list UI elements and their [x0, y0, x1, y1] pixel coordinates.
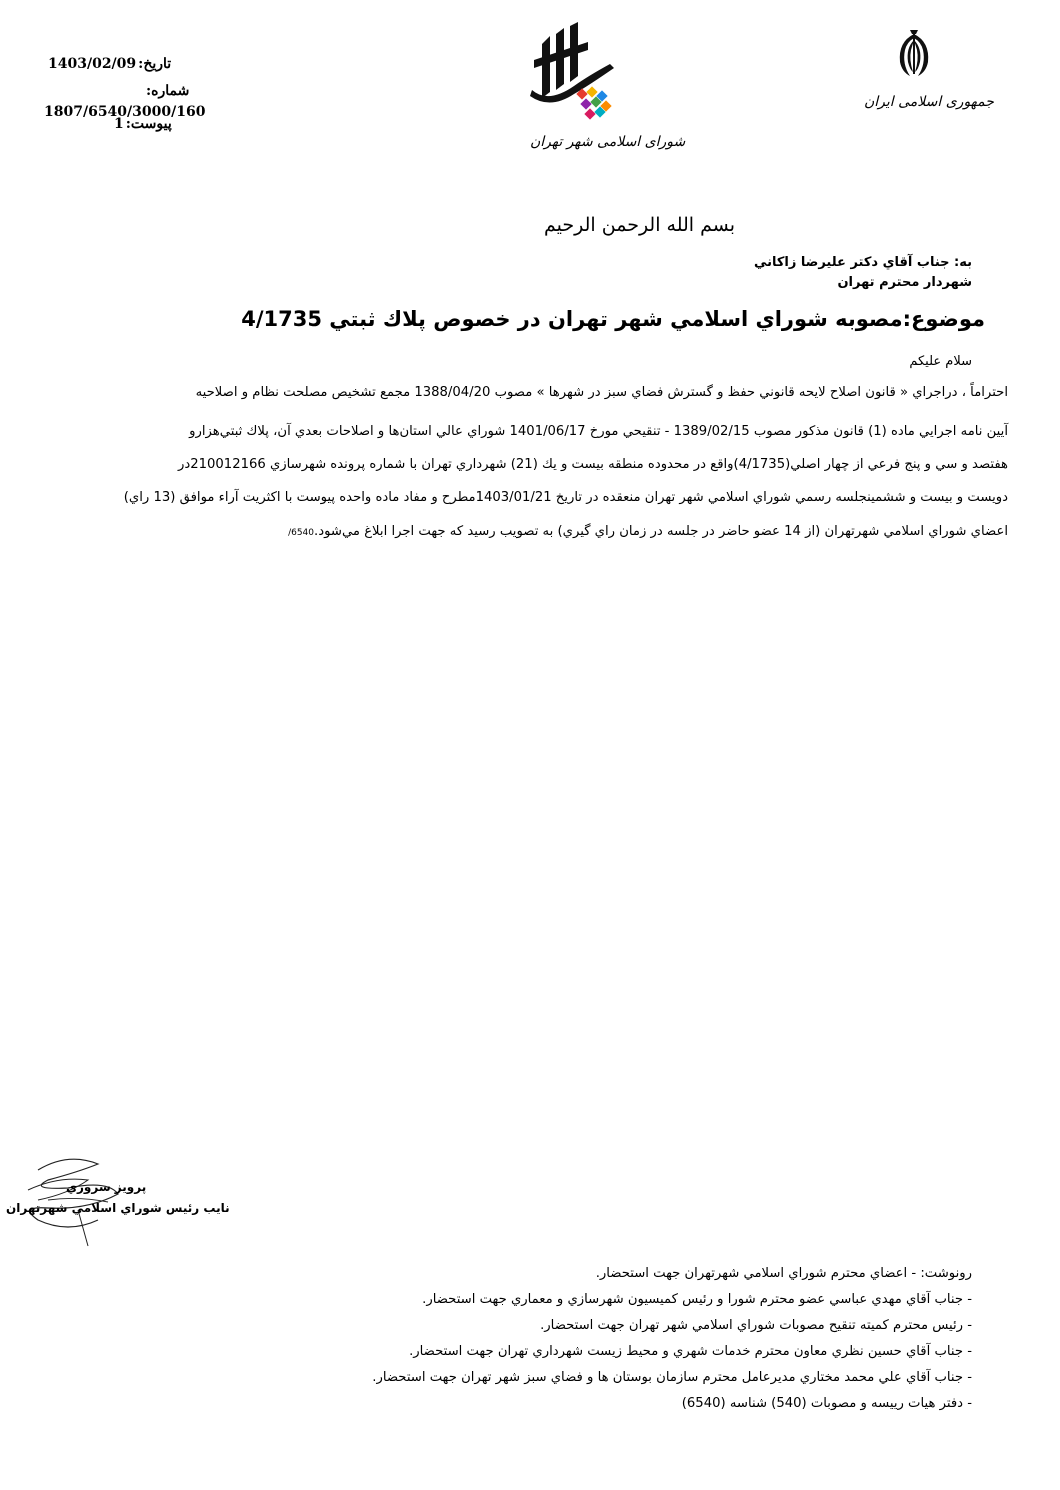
date-value: 1403/02/09 — [48, 56, 137, 72]
signature-scribble-icon — [8, 1150, 148, 1250]
date-label: تاریخ: — [138, 56, 172, 72]
cc-line: - دفتر هيات رييسه و مصوبات (540) شناسه (6540) — [681, 1396, 972, 1411]
signer-name: پرويز سروري — [66, 1180, 147, 1194]
body-line: دويست و بيست و ششمينجلسه رسمي شوراي اسلامي شهر تهران منعقده در تاريخ 1403/01/21مطرح و مفاد ماده واحده پيوست با اكثريت آراء موافق (13 راي) — [123, 490, 1008, 505]
recipient-line: به: جناب آقاي دكتر عليرضا زاكاني — [753, 255, 972, 270]
number-value: 1807/6540/3000/160 — [44, 104, 206, 120]
cc-line: رونوشت: - اعضاي محترم شوراي اسلامي شهرتهران جهت استحضار. — [595, 1266, 972, 1281]
body-line: هفتصد و سي و پنج فرعي از چهار اصلي(4/1735)واقع در محدوده منطقه بيست و يك (21) شهرداري تهران با شماره پرونده شهرسازي 210012166در — [178, 457, 1008, 472]
body-line-last — [288, 524, 1008, 539]
cc-line: - جناب آقاي علي محمد مختاري مديرعامل محترم سازمان بوستان ها و فضاي سبز شهر تهران جهت استحضار. — [372, 1370, 972, 1385]
signer-title: نايب رئيس شوراي اسلامي شهرتهران — [6, 1201, 230, 1215]
body-ref-code: 6540/ — [288, 528, 315, 538]
attachment-value: 1 — [114, 116, 124, 132]
letter-attachment — [114, 116, 172, 132]
recipient-title: شهردار محترم تهران — [837, 275, 972, 290]
attachment-label: پیوست: — [125, 116, 172, 132]
greeting: سلام عليكم — [909, 354, 972, 369]
letter-number-label — [146, 83, 189, 99]
subject-title: موضوع:مصوبه شوراي اسلامي شهر تهران در خصوص پلاك ثبتي 4/1735 — [241, 307, 985, 331]
cc-line: - جناب آقاي حسين نظري معاون محترم خدمات شهري و محيط زيست شهرداري تهران جهت استحضار. — [409, 1344, 972, 1359]
number-label: شماره: — [146, 83, 190, 99]
republic-caption: جمهوری اسلامی ایران — [864, 94, 994, 110]
cc-line: - رئيس محترم كميته تنقيح مصوبات شوراي اسلامي شهر تهران جهت استحضار. — [540, 1318, 972, 1333]
body-line: آيين نامه اجرايي ماده (1) قانون مذكور مصوب 1389/02/15 - تنقيحي مورخ 1401/06/17 شوراي عالي استان‌ها و اصلاحات بعدي آن، پلاك ثبتي‌هزارو — [189, 424, 1008, 439]
body-last-text: اعضاي شوراي اسلامي شهرتهران (از 14 عضو حاضر در جلسه در زمان راي گيري) به تصويب رسيد كه جهت اجرا ابلاغ مي‌شود. — [314, 524, 1008, 539]
letter-date — [48, 56, 171, 72]
cc-line: - جناب آقاي مهدي عباسي عضو محترم شورا و رئيس كميسيون شهرسازي و معماري جهت استحضار. — [422, 1292, 972, 1307]
body-line: احتراماً ، دراجراي « قانون اصلاح لايحه قانوني حفظ و گسترش فضاي سبز در شهرها » مصوب 1388/04/20 مجمع تشخيص مصلحت نظام و اصلاحيه — [195, 385, 1008, 400]
basmala: بسم الله الرحمن الرحيم — [544, 214, 735, 236]
city-council-caption: شورای اسلامی شهر تهران — [530, 134, 686, 150]
